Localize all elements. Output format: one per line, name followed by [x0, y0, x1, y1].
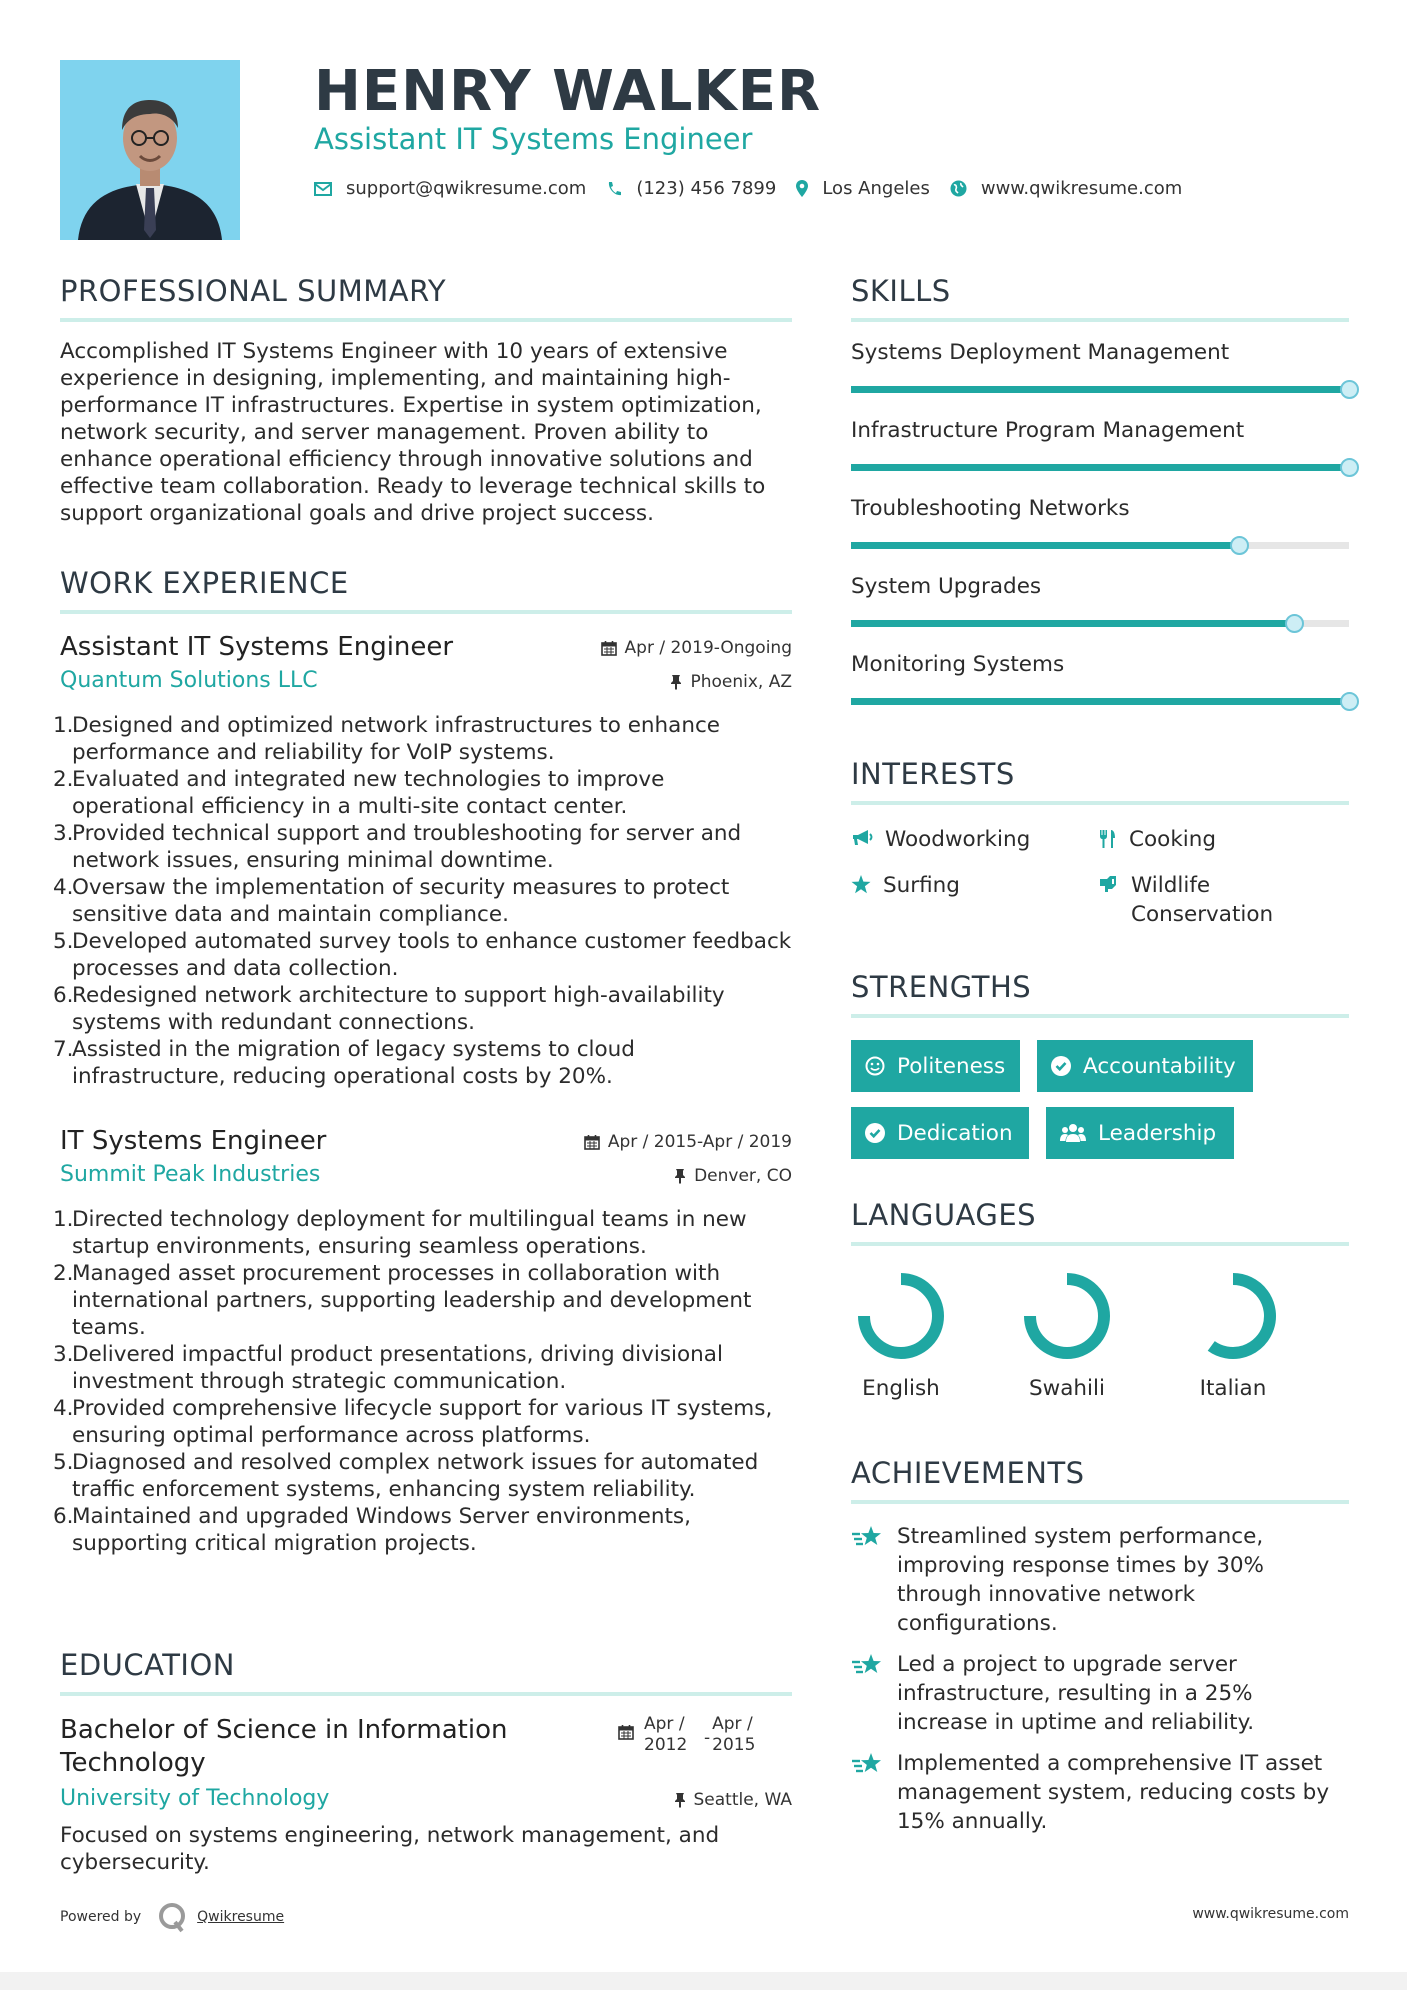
- achievements-heading: ACHIEVEMENTS: [851, 1456, 1349, 1504]
- page-bottom-band: [0, 1972, 1407, 1990]
- skill-bar-fill: [851, 620, 1294, 627]
- languages-section: [851, 1198, 1349, 1420]
- job-date: [601, 638, 792, 658]
- job-location-text: Phoenix, AZ: [690, 672, 792, 692]
- strength-chip: [851, 1040, 1020, 1092]
- email-text: support@qwikresume.com: [346, 178, 587, 199]
- interests-list: [851, 825, 1349, 965]
- list-item: 1. Directed technology deployment for multilingual teams in new startup environments, ensuring seamless operations.: [53, 1207, 747, 1259]
- person-portrait: [60, 60, 240, 240]
- interest-item: [851, 825, 1030, 854]
- language-name: Italian: [1199, 1376, 1267, 1401]
- languages-list: [851, 1270, 1349, 1420]
- check-circle-icon: [865, 1123, 885, 1143]
- skill-bar-knob: [1340, 380, 1359, 399]
- contact-phone[interactable]: [606, 178, 776, 199]
- location-text: Los Angeles: [822, 178, 930, 199]
- skill-bar-knob: [1285, 614, 1304, 633]
- candidate-role: Assistant IT Systems Engineer: [314, 122, 753, 156]
- powered-by-text: Powered by: [60, 1909, 142, 1925]
- skill-item: [851, 652, 1349, 730]
- list-item: 7. Assisted in the migration of legacy systems to cloud infrastructure, reducing operational costs by 20%.: [53, 1037, 635, 1089]
- job-bullets: [53, 1206, 792, 1557]
- strengths-section: [851, 970, 1349, 1190]
- interest-label: Woodworking: [885, 827, 1031, 852]
- job-location: [674, 1166, 792, 1186]
- hand-icon: [1099, 875, 1119, 893]
- strength-label: Dedication: [897, 1120, 1013, 1146]
- list-item: 2. Managed asset procurement processes in collaboration with international partners, supporting leadership and development teams.: [53, 1261, 752, 1340]
- globe-icon: [950, 180, 967, 197]
- contact-row: [314, 178, 1202, 199]
- strength-label: Politeness: [897, 1053, 1006, 1079]
- skill-bar-fill: [851, 386, 1349, 393]
- shooting-star-icon: [851, 1751, 885, 1777]
- skill-item: [851, 418, 1349, 496]
- skill-bar-fill: [851, 542, 1239, 549]
- skill-bar-track: [851, 620, 1349, 627]
- job-location: [670, 672, 792, 692]
- skill-bar-fill: [851, 464, 1349, 471]
- skills-list: [851, 340, 1349, 730]
- phone-text: (123) 456 7899: [636, 178, 777, 199]
- skill-name: Monitoring Systems: [851, 652, 1065, 677]
- footer-powered-by: [60, 1900, 284, 1934]
- skill-bar-track: [851, 698, 1349, 705]
- job-title: IT Systems Engineer: [60, 1126, 327, 1156]
- strength-chip: [1046, 1107, 1234, 1159]
- interests-heading: INTERESTS: [851, 757, 1349, 805]
- education-date: [618, 1714, 798, 1756]
- skill-bar-knob: [1340, 458, 1359, 477]
- list-item: 3. Provided technical support and troubleshooting for server and network issues, ensuring minimal downtime.: [53, 821, 742, 873]
- skills-heading: SKILLS: [851, 274, 1349, 322]
- job-date-text: Apr / 2019-Ongoing: [624, 638, 792, 658]
- job-date-text: Apr / 2015-Apr / 2019: [607, 1132, 792, 1152]
- achievement-item: [851, 1749, 1349, 1836]
- strengths-list: [851, 1040, 1349, 1190]
- skill-bar-track: [851, 386, 1349, 393]
- list-item: 4. Oversaw the implementation of security measures to protect sensitive data and maintain compliance.: [53, 875, 730, 927]
- strength-chip: [851, 1107, 1029, 1159]
- strength-label: Leadership: [1098, 1120, 1217, 1146]
- language-gauge: [855, 1270, 947, 1362]
- shooting-star-icon: [851, 1524, 885, 1550]
- contact-website[interactable]: [950, 178, 1182, 199]
- list-item: 5. Developed automated survey tools to enhance customer feedback processes and data collection.: [53, 929, 792, 981]
- interests-section: [851, 757, 1349, 965]
- interest-label: Cooking: [1129, 827, 1217, 852]
- language-name: English: [862, 1376, 940, 1401]
- footer-website[interactable]: www.qwikresume.com: [1192, 1906, 1349, 1922]
- list-item: 5. Diagnosed and resolved complex network issues for automated traffic enforcement systems, enhancing system reliability.: [53, 1450, 759, 1502]
- job-bullets: [53, 712, 792, 1090]
- achievement-item: [851, 1650, 1349, 1737]
- contact-email[interactable]: [314, 178, 586, 199]
- candidate-name: HENRY WALKER: [314, 59, 822, 124]
- work-section: [60, 566, 792, 614]
- language-gauge: [1021, 1270, 1113, 1362]
- school-location: [674, 1790, 793, 1810]
- school-name: University of Technology: [60, 1786, 330, 1811]
- list-item: 4. Provided comprehensive lifecycle support for various IT systems, ensuring optimal performance across platforms.: [53, 1396, 773, 1448]
- summary-text: Accomplished IT Systems Engineer with 10 years of extensive experience in designing, implementing, and maintaining high-performance IT infrastructures. Expertise in system optimization, network security, and server management. Proven ability to enhance operational efficiency through innovative solutions and effective team collaboration. Ready to leverage technical skills to support organizational goals and drive project success.: [60, 339, 766, 526]
- strengths-heading: STRENGTHS: [851, 970, 1349, 1018]
- education-text: Focused on systems engineering, network management, and cybersecurity.: [60, 1823, 720, 1875]
- date-separator: -: [704, 1728, 711, 1748]
- interest-label: Wildlife Conservation: [1131, 873, 1274, 927]
- skill-bar-track: [851, 464, 1349, 471]
- skill-item: [851, 496, 1349, 574]
- job-entry: [53, 1126, 792, 1557]
- skill-item: [851, 574, 1349, 652]
- language-gauge-arc: [1211, 1279, 1270, 1353]
- brand-link[interactable]: Qwikresume: [197, 1909, 285, 1925]
- qwikresume-logo-icon: [155, 1900, 189, 1934]
- shooting-star-icon: [851, 1652, 885, 1678]
- skill-name: System Upgrades: [851, 574, 1042, 599]
- profile-photo: [60, 60, 240, 240]
- achievement-text: Led a project to upgrade server infrastructure, resulting in a 25% increase in uptime and reliability.: [897, 1652, 1255, 1735]
- language-gauge: [1187, 1270, 1279, 1362]
- job-entry: [53, 632, 792, 1090]
- utensils-icon: [1099, 829, 1117, 849]
- interest-item: [1099, 825, 1216, 854]
- list-item: 2. Evaluated and integrated new technologies to improve operational efficiency in a multi-site contact center.: [53, 767, 665, 819]
- strength-label: Accountability: [1083, 1053, 1236, 1079]
- skill-name: Infrastructure Program Management: [851, 418, 1245, 443]
- job-company: Summit Peak Industries: [60, 1162, 321, 1187]
- list-item: 3. Delivered impactful product presentations, driving divisional investment through strategic communication.: [53, 1342, 723, 1394]
- job-date: [584, 1132, 792, 1152]
- bullhorn-icon: [851, 829, 873, 847]
- skill-bar-fill: [851, 698, 1349, 705]
- map-pin-icon: [796, 180, 808, 197]
- languages-heading: LANGUAGES: [851, 1198, 1349, 1246]
- job-company: Quantum Solutions LLC: [60, 668, 318, 693]
- users-icon: [1060, 1123, 1086, 1143]
- star-icon: [851, 875, 871, 894]
- education-end-date: Apr / 2015: [712, 1714, 756, 1755]
- language-name: Swahili: [1029, 1376, 1105, 1401]
- interest-item: [1099, 871, 1309, 929]
- education-section: [60, 1648, 792, 1876]
- achievements-list: [851, 1522, 1349, 1836]
- job-title: Assistant IT Systems Engineer: [60, 632, 454, 662]
- pushpin-icon: [674, 1792, 686, 1808]
- check-circle-icon: [1051, 1056, 1071, 1076]
- language-item: [997, 1270, 1137, 1401]
- skill-item: [851, 340, 1349, 418]
- list-item: 6. Redesigned network architecture to support high-availability systems with redundant connections.: [53, 983, 725, 1035]
- calendar-icon: [618, 1724, 634, 1740]
- language-item: [831, 1270, 971, 1401]
- smile-icon: [865, 1056, 885, 1076]
- website-text: www.qwikresume.com: [980, 178, 1183, 199]
- interest-item: [851, 871, 960, 900]
- calendar-icon: [601, 640, 617, 656]
- summary-heading: PROFESSIONAL SUMMARY: [60, 274, 792, 322]
- education-heading: EDUCATION: [60, 1648, 792, 1696]
- phone-icon: [606, 181, 622, 197]
- skill-bar-track: [851, 542, 1349, 549]
- skills-section: [851, 274, 1349, 730]
- language-item: [1163, 1270, 1303, 1401]
- education-start-date: Apr / 2012: [644, 1714, 688, 1755]
- work-heading: WORK EXPERIENCE: [60, 566, 792, 614]
- list-item: 6. Maintained and upgraded Windows Server environments, supporting critical migration projects.: [53, 1504, 691, 1556]
- skill-name: Systems Deployment Management: [851, 340, 1230, 365]
- summary-section: [60, 274, 792, 527]
- pushpin-icon: [674, 1168, 686, 1184]
- achievement-item: [851, 1522, 1349, 1638]
- list-item: 1. Designed and optimized network infrastructures to enhance performance and reliability for VoIP systems.: [53, 713, 721, 765]
- skill-name: Troubleshooting Networks: [851, 496, 1130, 521]
- school-location-text: Seattle, WA: [693, 1790, 792, 1810]
- achievement-text: Implemented a comprehensive IT asset management system, reducing costs by 15% annually.: [897, 1751, 1330, 1834]
- degree-title-line-2: Technology: [60, 1748, 206, 1778]
- achievements-section: [851, 1456, 1349, 1848]
- skill-bar-knob: [1340, 692, 1359, 711]
- calendar-icon: [584, 1134, 600, 1150]
- job-location-text: Denver, CO: [694, 1166, 792, 1186]
- envelope-icon: [314, 182, 332, 196]
- skill-bar-knob: [1230, 536, 1249, 555]
- contact-location: [796, 178, 930, 199]
- achievement-text: Streamlined system performance, improving response times by 30% through innovative network configurations.: [897, 1524, 1264, 1636]
- pushpin-icon: [670, 674, 682, 690]
- degree-title-line-1: Bachelor of Science in Information: [60, 1715, 508, 1745]
- interest-label: Surfing: [883, 873, 960, 898]
- strength-chip: [1037, 1040, 1253, 1092]
